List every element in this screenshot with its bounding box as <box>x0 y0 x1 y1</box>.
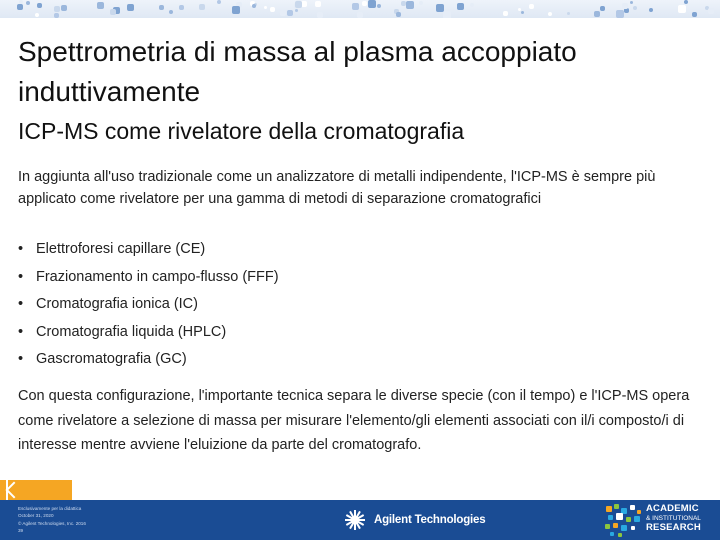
academic-research-logo <box>604 504 714 538</box>
band-decoration <box>443 11 451 18</box>
band-decoration <box>217 0 221 4</box>
band-decoration <box>362 1 367 6</box>
slide-subtitle: ICP-MS come rivelatore della cromatografia <box>18 118 465 144</box>
band-decoration <box>232 6 240 14</box>
outro-paragraph: Con questa configurazione, l'importante tecnica separa le diverse specie (con il tempo) e l'ICP-MS opera come rivelatore a selezione di massa per misurare l'elemento/gli elementi associati con il/i composto/i di interesse mentre avviene l'eluizione da parte del cromatografo. <box>18 388 690 453</box>
band-decoration <box>159 5 164 10</box>
academic-line-1: ACADEMIC <box>646 503 699 514</box>
band-decoration <box>457 3 464 10</box>
list-item-text: Elettroforesi capillare (CE) <box>36 241 206 257</box>
band-decoration <box>199 4 205 10</box>
band-decoration <box>377 4 381 8</box>
band-decoration <box>287 10 293 16</box>
band-decoration <box>280 10 286 16</box>
band-decoration <box>264 6 267 9</box>
band-decoration <box>470 3 474 7</box>
band-decoration <box>37 3 42 8</box>
band-decoration <box>61 5 67 11</box>
band-decoration <box>503 11 508 16</box>
band-decoration <box>436 4 444 12</box>
bullet-marker: • <box>18 351 24 367</box>
band-decoration <box>630 1 633 4</box>
band-decoration <box>649 8 653 12</box>
band-decoration <box>633 6 637 10</box>
academic-line-3: RESEARCH <box>646 522 701 533</box>
band-decoration <box>26 1 30 5</box>
band-decoration <box>270 7 275 12</box>
chevron-left-icon <box>6 480 16 500</box>
bullet-marker: • <box>18 241 24 257</box>
band-decoration <box>317 12 323 18</box>
band-decoration <box>396 12 401 17</box>
academic-squares-icon <box>604 504 644 538</box>
list-item <box>18 321 279 349</box>
list-item <box>18 266 279 294</box>
bullet-list <box>18 238 279 376</box>
agilent-logo <box>344 509 485 531</box>
footer-meta <box>18 505 86 534</box>
band-decoration <box>17 4 23 10</box>
band-decoration <box>352 3 359 10</box>
band-decoration <box>169 10 173 14</box>
footer-usage-note: Esclusivamente per la didattica <box>18 506 82 511</box>
band-decoration <box>684 0 688 4</box>
band-decoration <box>295 1 302 8</box>
academic-wordmark <box>646 504 701 533</box>
band-decoration <box>54 13 59 18</box>
band-decoration <box>521 11 524 14</box>
band-decoration <box>97 2 104 9</box>
previous-slide-button[interactable] <box>0 480 72 500</box>
band-decoration <box>54 6 60 12</box>
band-decoration <box>406 1 414 9</box>
brand-name: Agilent Technologies <box>374 514 486 526</box>
band-decoration <box>594 11 600 17</box>
agilent-spark-icon <box>344 509 366 531</box>
intro-paragraph: In aggiunta all'uso tradizionale come un analizzatore di metalli indipendente, l'ICP-MS è sempre più applicato come rivelatore per una gamma di metodi di separazione cromatografici <box>18 169 656 207</box>
slide-title: Spettrometria di massa al plasma accoppiato induttivamente <box>18 36 577 107</box>
band-decoration <box>252 4 256 8</box>
band-decoration <box>295 9 298 12</box>
list-item-text: Cromatografia ionica (IC) <box>36 296 198 312</box>
band-decoration <box>518 8 521 11</box>
band-decoration <box>110 9 116 15</box>
footer-bar <box>0 500 720 540</box>
band-decoration <box>567 12 570 15</box>
band-decoration <box>692 12 697 17</box>
list-item-text: Cromatografia liquida (HPLC) <box>36 323 227 340</box>
band-decoration <box>35 13 39 17</box>
band-decoration <box>315 1 321 7</box>
band-decoration <box>708 8 714 14</box>
band-decoration <box>357 12 363 18</box>
list-item <box>18 293 279 321</box>
bullet-marker: • <box>18 296 24 312</box>
band-decoration <box>600 6 605 11</box>
bullet-marker: • <box>18 323 24 340</box>
band-decoration <box>548 12 552 16</box>
band-decoration <box>529 4 534 9</box>
band-decoration <box>622 3 628 9</box>
list-item-text: Gascromatografia (GC) <box>36 351 187 367</box>
list-item <box>18 348 279 376</box>
band-decoration <box>419 1 423 5</box>
list-item <box>18 238 279 266</box>
band-decoration <box>678 5 686 13</box>
footer-date: October 31, 2020 <box>18 513 54 519</box>
decorative-top-band <box>0 0 720 18</box>
slide-number: 39 <box>18 527 24 533</box>
band-decoration <box>616 10 624 18</box>
bullet-marker: • <box>18 268 24 285</box>
band-decoration <box>127 4 134 11</box>
footer-copyright: © Agilent Technologies, Inc. 2016 <box>18 520 86 526</box>
band-decoration <box>179 5 184 10</box>
band-decoration <box>368 0 376 8</box>
list-item-text: Frazionamento in campo-flusso (FFF) <box>36 268 279 285</box>
band-decoration <box>19 0 23 4</box>
academic-line-2: & INSTITUTIONAL <box>646 515 701 522</box>
